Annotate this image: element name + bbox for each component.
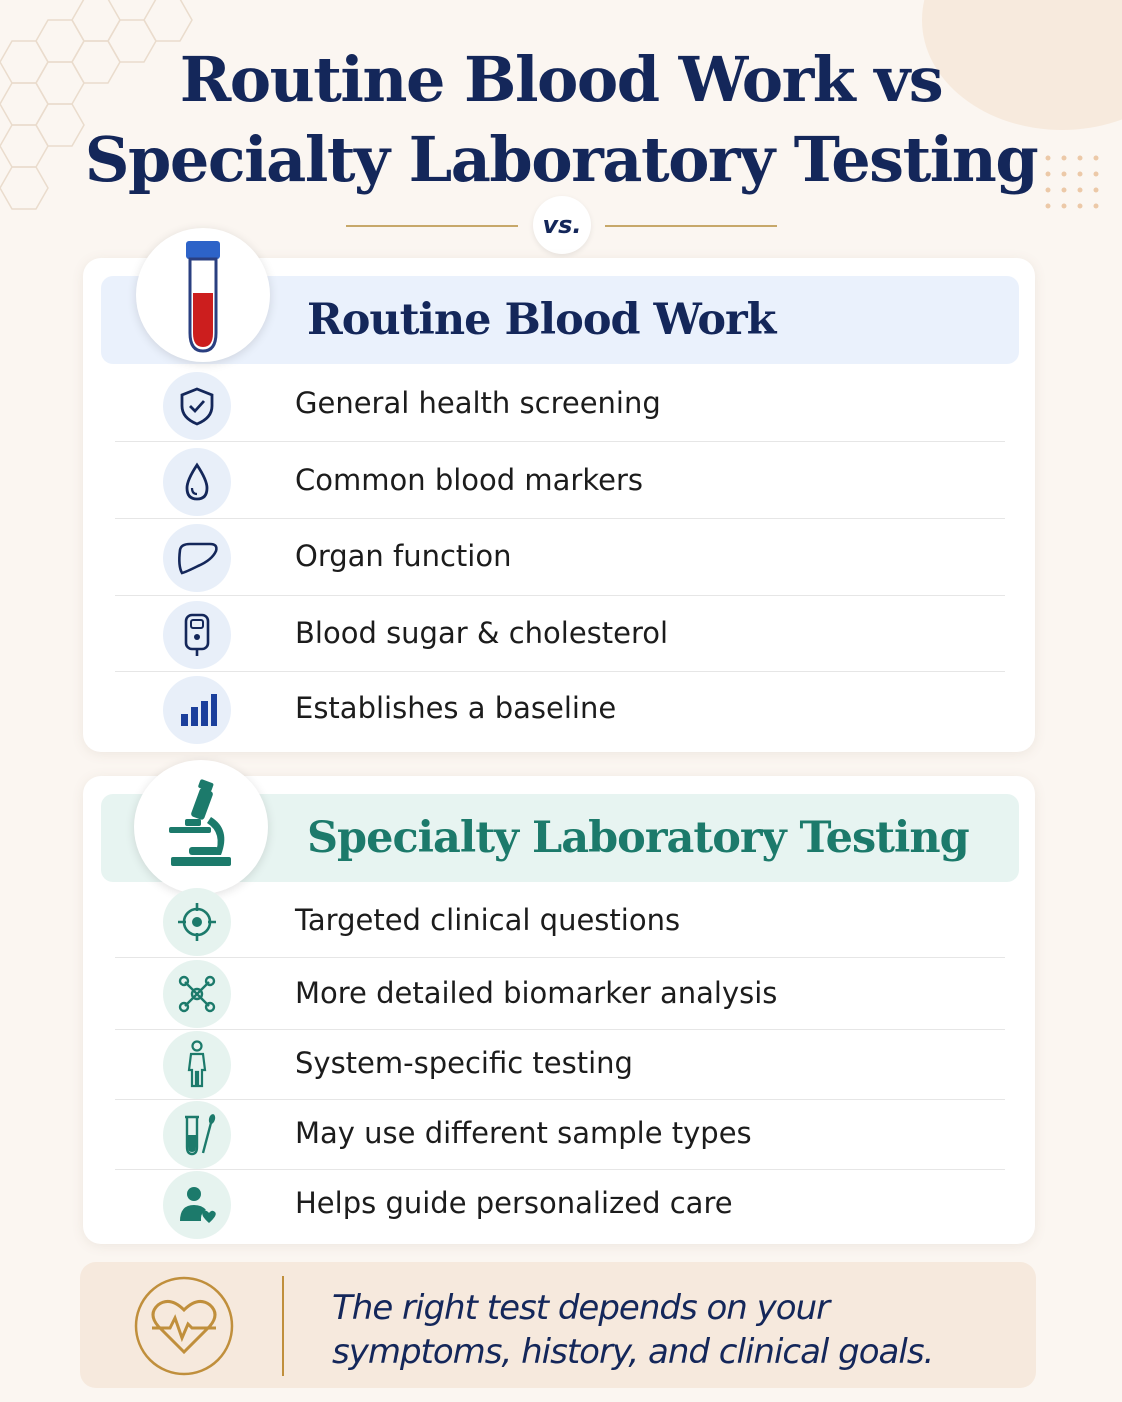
specialty-item-label: May use different sample types [295,1116,752,1150]
molecule-icon [163,960,231,1028]
person-heart-icon [163,1171,231,1239]
page-title-line-2: Specialty Laboratory Testing [84,123,1038,196]
specialty-item-label: Targeted clinical questions [295,903,681,937]
routine-card [83,258,1035,752]
specialty-card [83,776,1035,1244]
vs-divider-left [346,225,518,227]
routine-item-label: Organ function [295,539,512,573]
test-tube-icon [136,228,270,362]
footer-text: The right test depends on your symptoms, history, and clinical goals. [332,1288,934,1372]
list-item [115,958,1005,1030]
human-body-icon [163,1031,231,1099]
routine-item-label: Blood sugar & cholesterol [295,616,669,650]
microscope-icon [134,760,268,894]
vs-divider-right [605,225,777,227]
specialty-item-label: More detailed biomarker analysis [295,976,778,1010]
specialty-item-label: Helps guide personalized care [295,1186,733,1220]
sample-tube-swab-icon [163,1101,231,1169]
shield-check-icon [163,372,231,440]
list-item [115,672,1005,750]
heart-pulse-icon [132,1274,236,1378]
list-item [115,1170,1005,1240]
vs-badge: vs. [533,196,591,254]
target-icon [163,888,231,956]
specialty-item-label: System-specific testing [295,1046,633,1080]
blood-drop-icon [163,448,231,516]
page-title-line-1: Routine Blood Work vs [179,43,943,116]
list-item [115,364,1005,442]
list-item [115,596,1005,672]
routine-card-title: Routine Blood Work [307,295,776,345]
specialty-card-title: Specialty Laboratory Testing [307,813,969,863]
bar-chart-icon [163,676,231,744]
routine-item-label: General health screening [295,386,661,420]
list-item [115,519,1005,596]
list-item [115,884,1005,958]
liver-icon [163,524,231,592]
list-item [115,1030,1005,1100]
glucose-meter-icon [163,601,231,669]
routine-item-label: Common blood markers [295,463,643,497]
footer-divider [282,1276,284,1376]
page-title [0,40,1122,200]
footer-callout [80,1262,1036,1388]
list-item [115,1100,1005,1170]
list-item [115,442,1005,519]
routine-item-label: Establishes a baseline [295,691,617,725]
